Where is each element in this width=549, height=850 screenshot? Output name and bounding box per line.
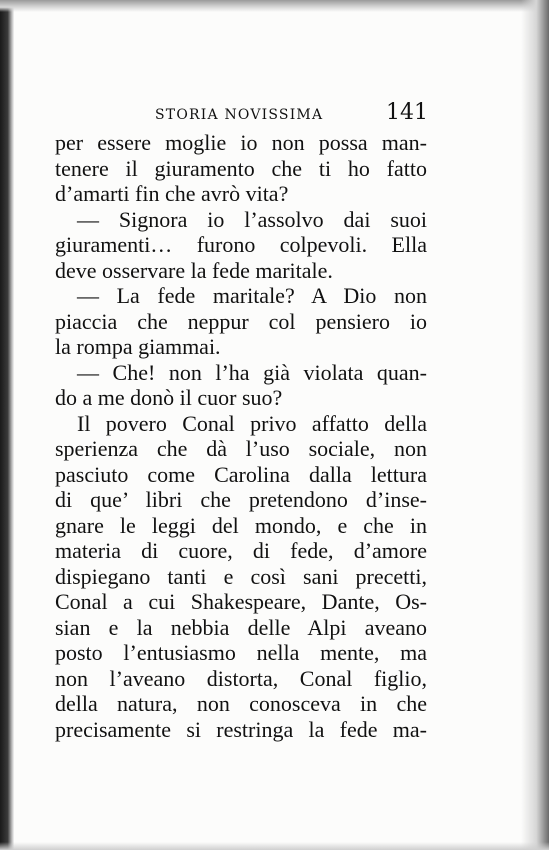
text-line: sperienza che dà l’uso sociale, non: [55, 436, 427, 461]
text-line: — Signora io l’assolvo dai suoi: [77, 206, 427, 232]
text-line: gnare le leggi del mondo, e che in: [55, 512, 427, 538]
text-line: — La fede maritale? A Dio non: [77, 283, 427, 308]
top-edge-shadow: [0, 0, 549, 12]
body-text: [55, 130, 427, 742]
running-title: STORIA NOVISSIMA: [155, 107, 324, 123]
text-line: non l’aveano distorta, Conal figlio,: [55, 665, 427, 691]
text-line: precisamente si restringa la fede ma-: [55, 716, 427, 742]
text-line: della natura, non conosceva in che: [55, 691, 427, 716]
text-line: posto l’entusiasmo nella mente, ma: [55, 640, 427, 665]
page-header: [55, 100, 430, 132]
text-line: giuramenti… furono colpevoli. Ella: [55, 232, 427, 257]
text-line: di que’ libri che pretendono d’inse-: [55, 487, 427, 512]
text-line: materia di cuore, di fede, d’amore: [55, 538, 427, 563]
text-line: dispiegano tanti e così sani precetti,: [55, 563, 427, 589]
right-edge-shadow: [521, 0, 549, 850]
bottom-edge-shadow: [0, 842, 549, 850]
text-line: Conal a cui Shakespeare, Dante, Os-: [55, 589, 427, 614]
text-line: tenere il giuramento che ti ho fatto: [55, 155, 427, 181]
text-line: piaccia che neppur col pensiero io: [55, 308, 427, 334]
book-spine-shadow: [0, 0, 14, 850]
text-line: — Che! non l’ha già violata quan-: [77, 359, 427, 385]
text-line: deve osservare la fede maritale.: [55, 257, 333, 283]
text-line: la rompa giammai.: [55, 334, 221, 359]
text-line: sian e la nebbia delle Alpi aveano: [55, 614, 427, 640]
page-number: 141: [386, 100, 428, 125]
text-line: pasciuto come Carolina dalla lettura: [55, 461, 427, 487]
text-line: d’amarti fin che avrò vita?: [55, 181, 289, 206]
text-line: do a me donò il cuor suo?: [55, 385, 283, 410]
text-line: Il povero Conal privo affatto della: [77, 410, 427, 436]
text-line: per essere moglie io non possa man-: [55, 130, 427, 155]
